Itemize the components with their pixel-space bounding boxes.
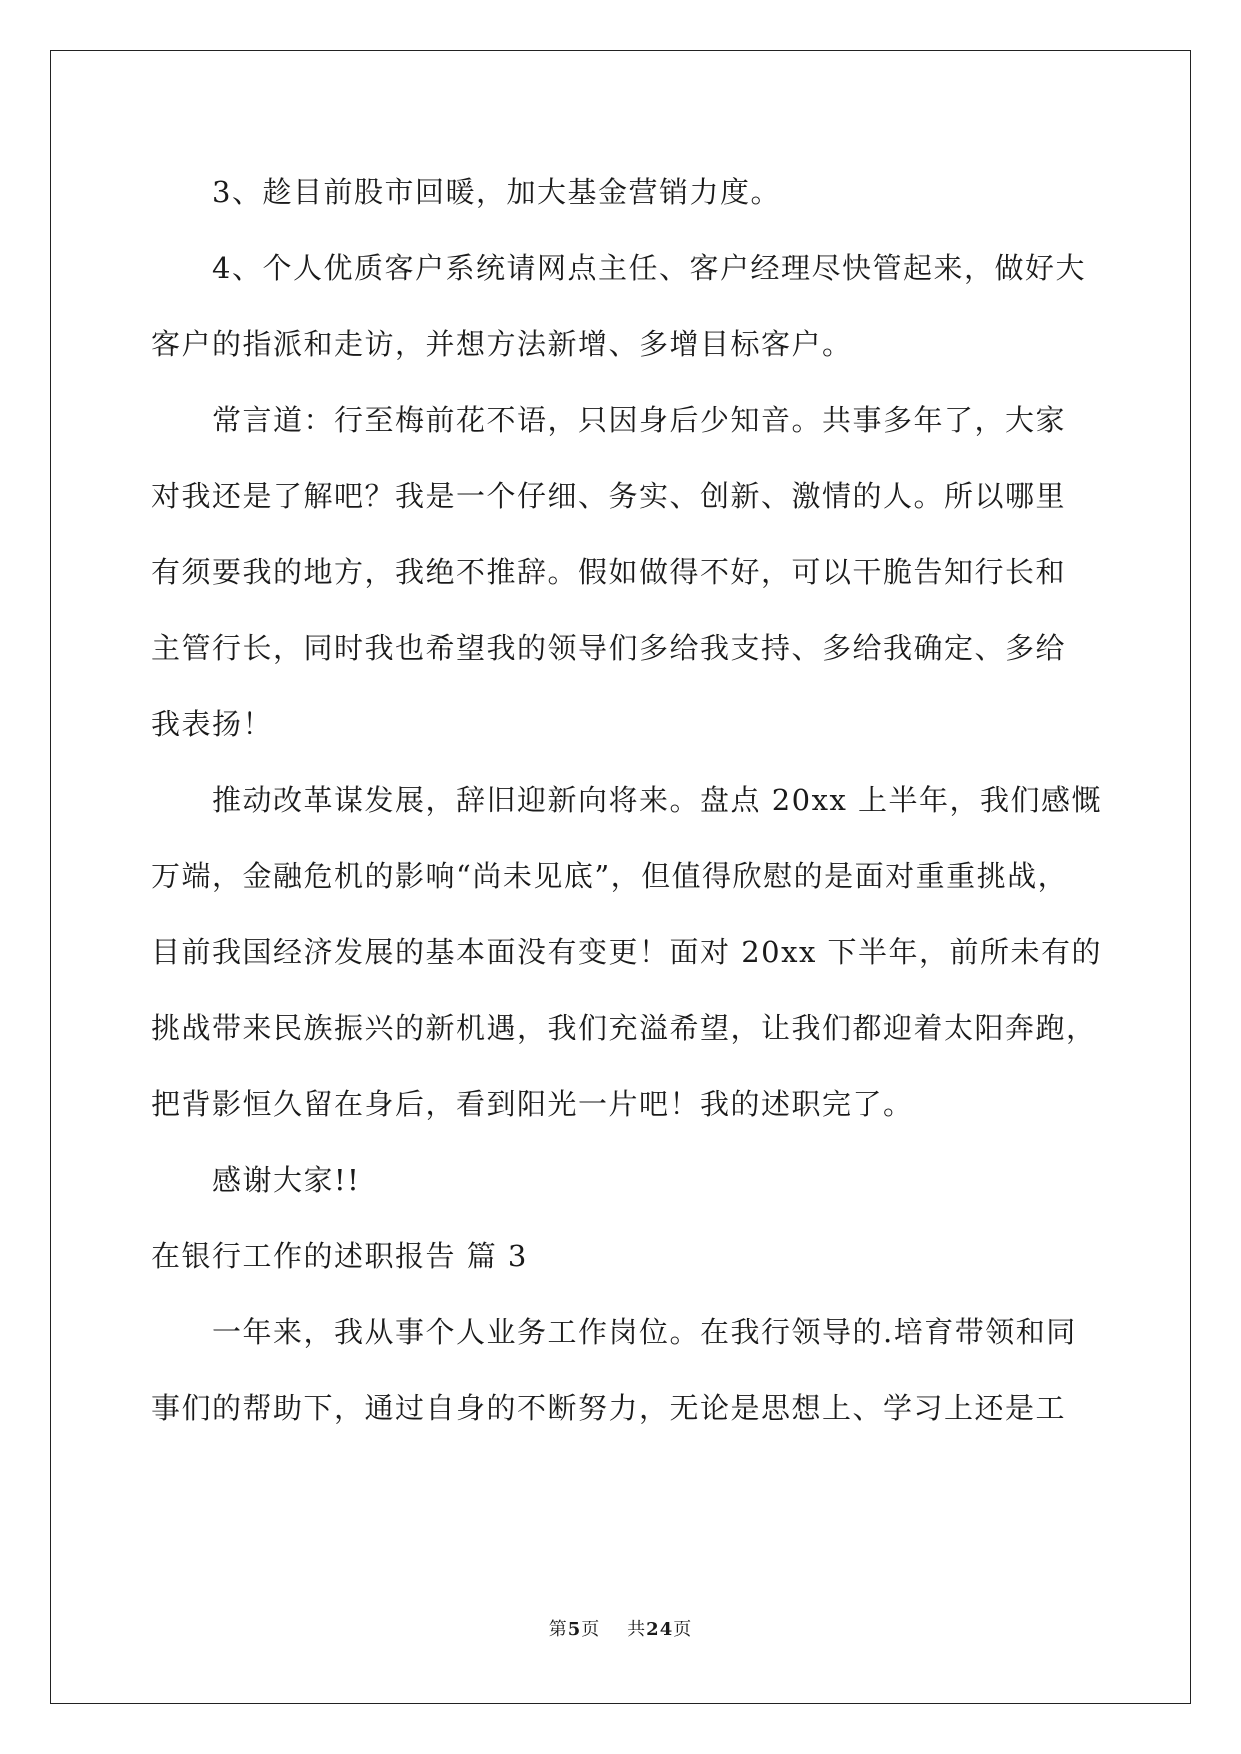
footer-suffix: 页 (673, 1619, 693, 1640)
paragraph-line: 感谢大家!! (151, 1163, 361, 1197)
section-heading: 在银行工作的述职报告 篇 3 (151, 1239, 528, 1273)
paragraph-line: 客户的指派和走访，并想方法新增、多增目标客户。 (151, 327, 853, 361)
paragraph-line: 我表扬！ (151, 707, 274, 741)
paragraph-line: 目前我国经济发展的基本面没有变更！面对 20xx 下半年，前所未有的 (151, 935, 1103, 969)
footer-prefix: 第 (548, 1619, 568, 1640)
paragraph-line: 主管行长，同时我也希望我的领导们多给我支持、多给我确定、多给 (151, 631, 1067, 665)
paragraph-line: 对我还是了解吧？我是一个仔细、务实、创新、激情的人。所以哪里 (151, 479, 1067, 513)
current-page-number: 5 (567, 1619, 582, 1640)
paragraph-line: 事们的帮助下，通过自身的不断努力，无论是思想上、学习上还是工 (151, 1391, 1067, 1425)
paragraph-line: 一年来，我从事个人业务工作岗位。在我行领导的.培育带领和同 (151, 1315, 1077, 1349)
paragraph-line: 常言道：行至梅前花不语，只因身后少知音。共事多年了，大家 (151, 403, 1067, 437)
paragraph-line: 4、个人优质客户系统请网点主任、客户经理尽快管起来，做好大 (151, 251, 1086, 285)
paragraph-line: 3、趁目前股市回暖，加大基金营销力度。 (151, 175, 781, 209)
paragraph-line: 有须要我的地方，我绝不推辞。假如做得不好，可以干脆告知行长和 (151, 555, 1067, 589)
paragraph-line: 把背影恒久留在身后，看到阳光一片吧！我的述职完了。 (151, 1087, 914, 1121)
footer-middle: 页 共 (581, 1619, 647, 1640)
total-page-count: 24 (646, 1619, 674, 1640)
paragraph-line: 万端，金融危机的影响“尚未见底”，但值得欣慰的是面对重重挑战， (151, 859, 1069, 893)
page-footer (0, 1618, 1241, 1642)
paragraph-line: 挑战带来民族振兴的新机遇，我们充溢希望，让我们都迎着太阳奔跑， (151, 1011, 1097, 1045)
paragraph-line: 推动改革谋发展，辞旧迎新向将来。盘点 20xx 上半年，我们感慨 (151, 783, 1103, 817)
